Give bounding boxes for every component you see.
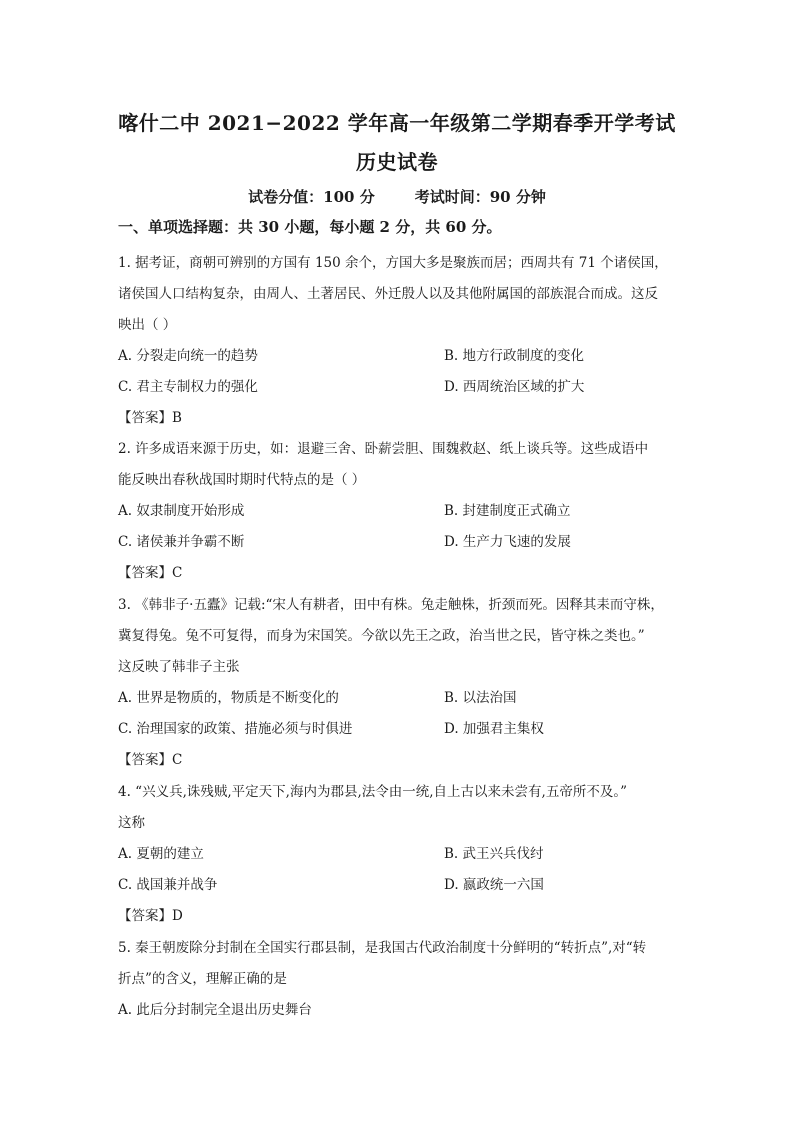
exam-time: 考试时间：90 分钟: [414, 188, 546, 206]
question-4-option-b: B. 武王兴兵伐纣: [444, 846, 544, 862]
question-5-line-2: 折点”的含义，理解正确的是: [118, 971, 287, 987]
question-3-line-2: 冀复得兔。兔不可复得，而身为宋国笑。今欲以先王之政，治当世之民，皆守株之类也。”: [118, 628, 645, 644]
question-1-option-d: D. 西周统治区域的扩大: [444, 379, 585, 395]
exam-title: 喀什二中 2021−2022 学年高一年级第二学期春季开学考试: [118, 111, 676, 135]
section-heading: 一、单项选择题：共 30 小题，每小题 2 分，共 60 分。: [118, 218, 502, 236]
exam-subject: 历史试卷: [356, 150, 438, 174]
question-3-option-d: D. 加强君主集权: [444, 721, 544, 737]
question-5-line-1: 5. 秦王朝废除分封制在全国实行郡县制，是我国古代政治制度十分鲜明的“转折点”,对“转: [118, 940, 647, 956]
question-1-option-a: A. 分裂走向统一的趋势: [118, 348, 258, 364]
exam-meta: [0, 186, 794, 207]
exam-score: 试卷分值：100 分: [248, 188, 375, 206]
question-4-answer: 【答案】D: [118, 908, 183, 924]
question-5-option-a: A. 此后分封制完全退出历史舞台: [118, 1002, 312, 1018]
question-1-answer: 【答案】B: [118, 410, 182, 426]
question-3-answer: 【答案】C: [118, 752, 183, 768]
question-2-option-c: C. 诸侯兼并争霸不断: [118, 534, 245, 550]
question-2-answer: 【答案】C: [118, 565, 183, 581]
question-3-option-b: B. 以法治国: [444, 690, 517, 706]
question-1-option-c: C. 君主专制权力的强化: [118, 379, 258, 395]
question-2-option-a: A. 奴隶制度开始形成: [118, 503, 245, 519]
question-1-line-1: 1. 据考证，商朝可辨别的方国有 150 余个，方国大多是聚族而居；西周共有 71 个诸侯国，: [118, 255, 668, 271]
question-4-line-1: 4. “兴义兵,诛残贼,平定天下,海内为郡县,法令由一统,自上古以来未尝有,五帝所不及。”: [118, 784, 627, 800]
question-4-line-2: 这称: [118, 815, 145, 831]
question-4-option-a: A. 夏朝的建立: [118, 846, 204, 862]
question-2-option-b: B. 封建制度正式确立: [444, 503, 571, 519]
question-3-option-c: C. 治理国家的政策、措施必须与时俱进: [118, 721, 353, 737]
question-4-option-c: C. 战国兼并战争: [118, 877, 218, 893]
question-2-line-2: 能反映出春秋战国时期时代特点的是（ ）: [118, 472, 366, 488]
question-2-option-d: D. 生产力飞速的发展: [444, 534, 571, 550]
question-4-option-d: D. 嬴政统一六国: [444, 877, 544, 893]
question-1-line-3: 映出（ ）: [118, 317, 177, 333]
question-1-option-b: B. 地方行政制度的变化: [444, 348, 585, 364]
question-2-line-1: 2. 许多成语来源于历史，如：退避三舍、卧薪尝胆、围魏救赵、纸上谈兵等。这些成语中: [118, 441, 649, 457]
question-1-line-2: 诸侯国人口结构复杂，由周人、土著居民、外迁殷人以及其他附属国的部族混合而成。这反: [118, 286, 658, 302]
question-3-line-3: 这反映了韩非子主张: [118, 659, 240, 675]
question-3-option-a: A. 世界是物质的，物质是不断变化的: [118, 690, 339, 706]
question-3-line-1: 3. 《韩非子·五蠹》记载:“宋人有耕者，田中有株。兔走触株，折颈而死。因释其耒而守株，: [118, 597, 664, 613]
